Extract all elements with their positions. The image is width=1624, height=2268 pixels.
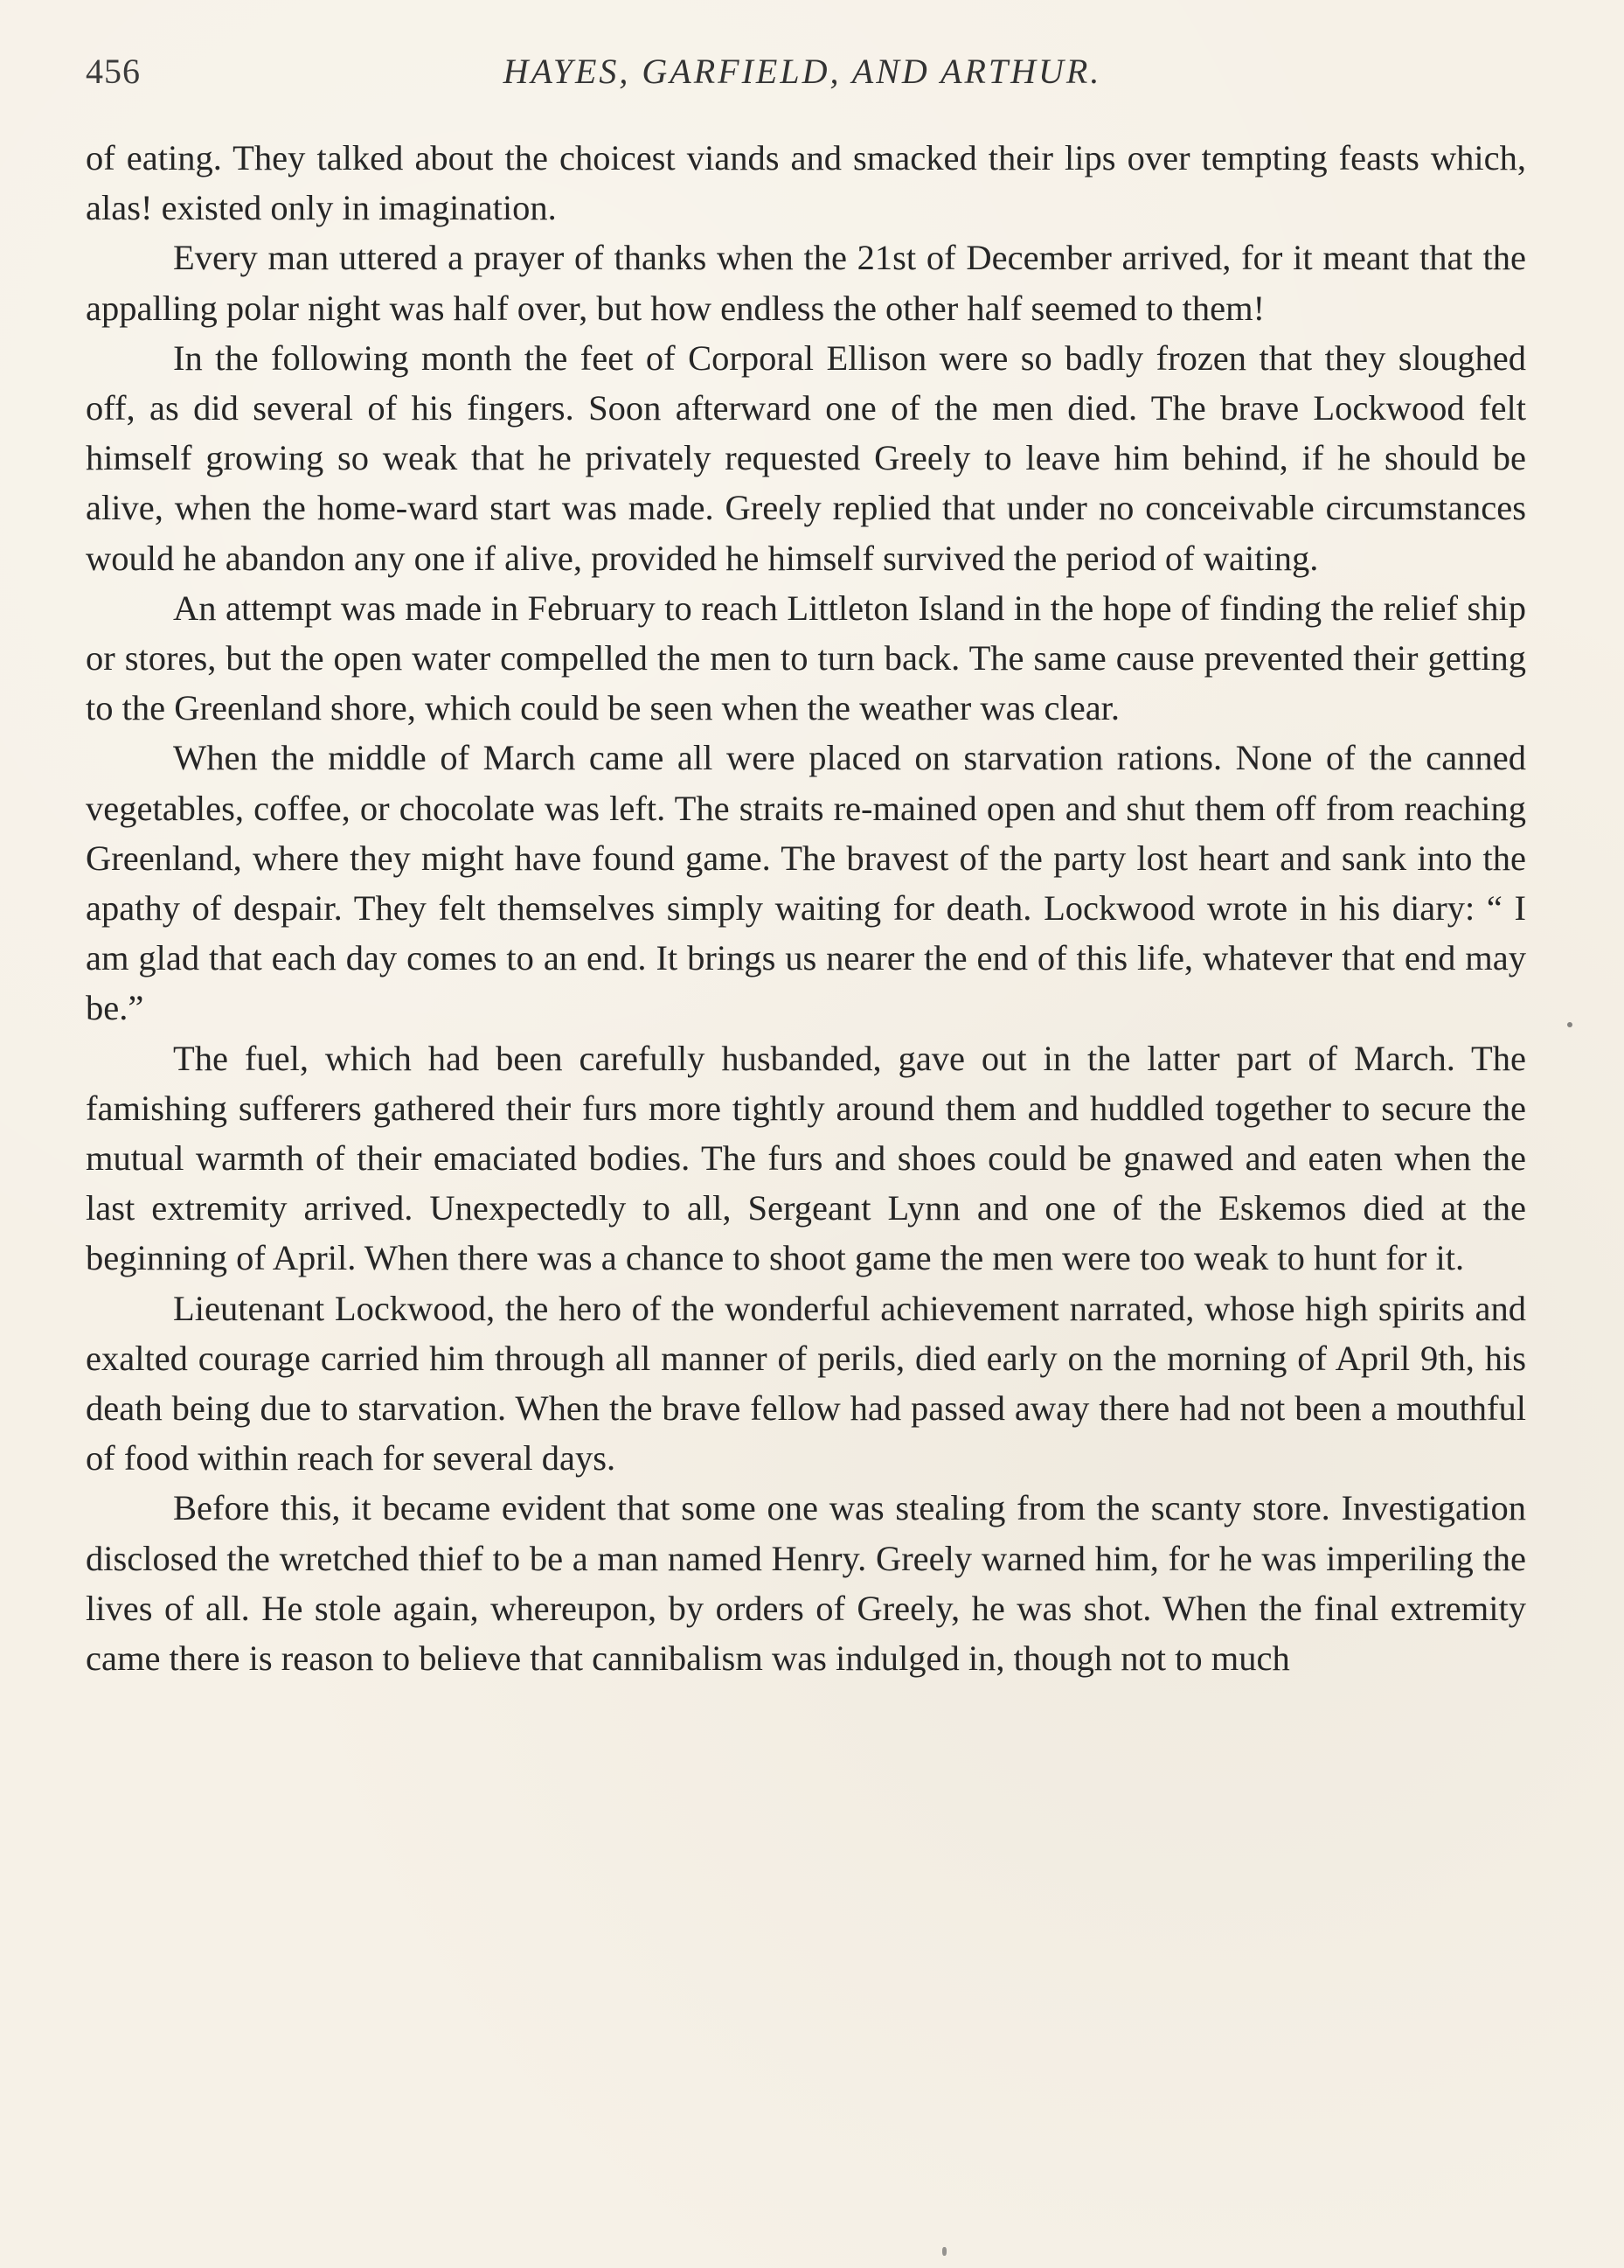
- paragraph: In the following month the feet of Corporal Ellison were so badly frozen that they sloughed off, as did several of his fingers. Soon afterward one of the men died. The brave Lockwood felt himself growing so weak that he privately requested Greely to leave him behind, if he should be alive, when the home-ward start was made. Greely replied that under no conceivable circumstances would he abandon any one if alive, provided he himself survived the period of waiting.: [86, 337, 1526, 578]
- paragraph: The fuel, which had been carefully husbanded, gave out in the latter part of March. The famishing sufferers gathered their furs more tightly around them and huddled together to secure the mutual warmth of their emaciated bodies. The furs and shoes could be gnawed and eaten when the last extremity arrived. Unexpectedly to all, Sergeant Lynn and one of the Eskemos died at the beginning of April. When there was a chance to shoot game the men were too weak to hunt for it.: [86, 1038, 1526, 1278]
- page-header: [86, 51, 1519, 103]
- paragraph: Every man uttered a prayer of thanks when the 21st of December arrived, for it meant that the appalling polar night was half over, but how endless the other half seemed to them!: [86, 238, 1526, 328]
- running-head: HAYES, GARFIELD, AND ARTHUR.: [503, 52, 1102, 91]
- paragraph: An attempt was made in February to reach Littleton Island in the hope of finding the relief ship or stores, but the open water compelled the men to turn back. The same cause prevented their getting to the Greenland shore, which could be seen when the weather was clear.: [86, 588, 1526, 728]
- bottom-speck: [942, 2247, 947, 2256]
- paragraph: Before this, it became evident that some one was stealing from the scanty store. Investigation disclosed the wretched thief to be a man named Henry. Greely warned him, for he was imperiling the lives of all. He stole again, whereupon, by orders of Greely, he was shot. When the final extremity came there is reason to believe that cannibalism was indulged in, though not to much: [86, 1488, 1526, 1679]
- page-number: 456: [86, 52, 141, 91]
- paragraph-continued: of eating. They talked about the choicest viands and smacked their lips over tempting feasts which, alas! existed only in imagination.: [86, 138, 1526, 228]
- paragraph: When the middle of March came all were placed on starvation rations. None of the canned vegetables, coffee, or chocolate was left. The straits re-mained open and shut them off from reaching Greenland, where they might have found game. The bravest of the party lost heart and sank into the apathy of despair. They felt themselves simply waiting for death. Lockwood wrote in his diary: “ I am glad that each day comes to an end. It brings us nearer the end of this life, whatever that end may be.”: [86, 738, 1526, 1028]
- paragraph: Lieutenant Lockwood, the hero of the wonderful achievement narrated, whose high spirits and exalted courage carried him through all manner of perils, died early on the morning of April 9th, his death being due to starvation. When the brave fellow had passed away there had not been a mouthful of food within reach for several days.: [86, 1288, 1526, 1478]
- margin-speck: [1567, 1022, 1572, 1027]
- body-text: [86, 133, 1526, 1683]
